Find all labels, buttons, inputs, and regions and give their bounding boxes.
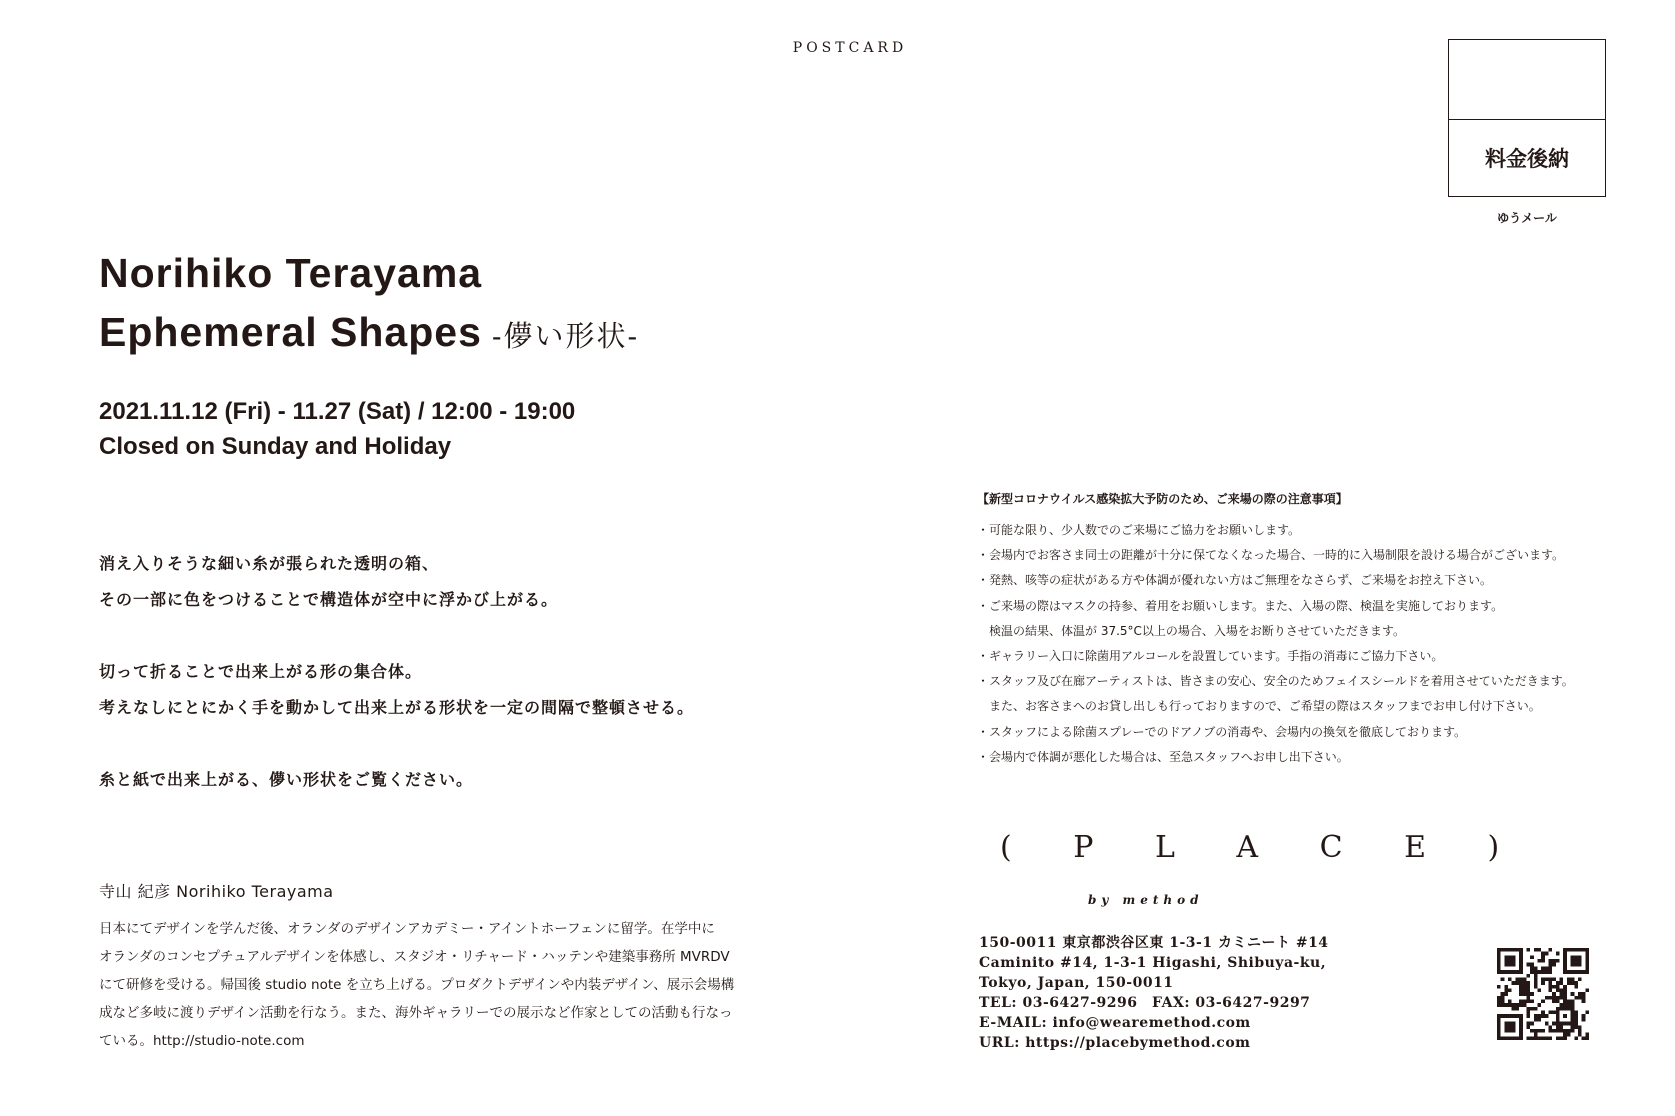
- postage-stamp-box: [1448, 39, 1606, 197]
- notice-item: ・発熱、咳等の症状がある方や体調が優れない方はご無理をなさらず、ご来場をお控え下さい。: [977, 573, 1493, 588]
- qr-code-icon: [1497, 948, 1589, 1040]
- notice-item: ・ギャラリー入口に除菌用アルコールを設置しています。手指の消毒にご協力下さい。: [977, 649, 1444, 664]
- exhibition-title: [99, 309, 639, 356]
- bio-line: ている。http://studio-note.com: [99, 1033, 305, 1049]
- notice-item: ・スタッフによる除菌スプレーでのドアノブの消毒や、会場内の換気を徹底しております。: [977, 724, 1467, 739]
- artist-name: 寺山 紀彦 Norihiko Terayama: [99, 882, 334, 901]
- closed-days: Closed on Sunday and Holiday: [99, 433, 452, 460]
- bio-line: 日本にてデザインを学んだ後、オランダのデザインアカデミー・アイントホーフェンに留学。在学中に: [99, 921, 715, 937]
- postcard-label: POSTCARD: [792, 40, 908, 56]
- notice-item: ・可能な限り、少人数でのご来場にご協力をお願いします。: [977, 523, 1301, 537]
- stamp-blank-area: [1449, 40, 1605, 120]
- notice-item: ・会場内でお客さま同士の距離が十分に保てなくなった場合、一時的に入場制限を設ける場合がございます。: [977, 548, 1565, 563]
- description-line: 糸と紙で出来上がる、儚い形状をご覧ください。: [99, 770, 474, 789]
- description-line: 考えなしにとにかく手を動かして出来上がる形状を一定の間隔で整頓させる。: [99, 698, 695, 717]
- covid-notice: [977, 490, 1574, 770]
- postage-paid-text: 料金後納: [1485, 147, 1569, 171]
- bio-line: オランダのコンセプチュアルデザインを体感し、スタジオ・リチャード・ハッテンや建築事務所 MVRDV: [99, 949, 730, 965]
- notice-item: ・ご来場の際はマスクの持参、着用をお願いします。また、入場の際、検温を実施しております。: [977, 598, 1504, 613]
- notice-heading: 【新型コロナウイルス感染拡大予防のため、ご来場の際の注意事項】: [977, 492, 1348, 506]
- place-logo: ( P L A C E ): [1000, 830, 1526, 865]
- description-line: 消え入りそうな細い糸が張られた透明の箱、: [99, 554, 440, 573]
- address-line: Caminito #14, 1-3-1 Higashi, Shibuya-ku,: [979, 955, 1327, 971]
- bio-line: にて研修を受ける。帰国後 studio note を立ち上げる。プロダクトデザインや内装デザイン、展示会場構: [99, 977, 735, 993]
- description-line: その一部に色をつけることで構造体が空中に浮かび上がる。: [99, 590, 559, 609]
- address-line: 150-0011 東京都渋谷区東 1-3-1 カミニート #14: [979, 935, 1329, 951]
- exhibition-subtitle: -儚い形状-: [491, 321, 640, 353]
- notice-item: 検温の結果、体温が 37.5°C以上の場合、入場をお断りさせていただきます。: [977, 623, 1405, 638]
- address-line: E-MAIL: info@wearemethod.com: [979, 1015, 1251, 1031]
- exhibition-period: 2021.11.12 (Fri) - 11.27 (Sat) / 12:00 - 19:00: [99, 398, 576, 425]
- notice-item: ・会場内で体調が悪化した場合は、至急スタッフへお申し出下さい。: [977, 749, 1349, 764]
- by-method-logo: by method: [1088, 893, 1204, 907]
- address-line: URL: https://placebymethod.com: [979, 1035, 1251, 1051]
- description: [99, 546, 694, 798]
- address-line: Tokyo, Japan, 150-0011: [979, 975, 1174, 991]
- artist-bio: [99, 915, 829, 1055]
- description-line: 切って折ることで出来上がる形の集合体。: [99, 662, 423, 681]
- exhibition-name: Ephemeral Shapes: [99, 309, 482, 355]
- address-line: TEL: 03-6427-9296 FAX: 03-6427-9297: [979, 995, 1311, 1011]
- artist-title: Norihiko Terayama: [99, 250, 483, 296]
- yu-mail-caption: ゆうメール: [1497, 211, 1557, 225]
- venue-address: [979, 933, 1329, 1053]
- notice-item: また、お客さまへのお貸し出しも行っておりますので、ご希望の際はスタッフまでお申し付け下さい。: [977, 699, 1541, 714]
- bio-line: 成など多岐に渡りデザイン活動を行なう。また、海外ギャラリーでの展示など作家としての活動も行なっ: [99, 1005, 733, 1021]
- notice-item: ・スタッフ及び在廊アーティストは、皆さまの安心、安全のためフェイスシールドを着用させていただきます。: [977, 674, 1574, 689]
